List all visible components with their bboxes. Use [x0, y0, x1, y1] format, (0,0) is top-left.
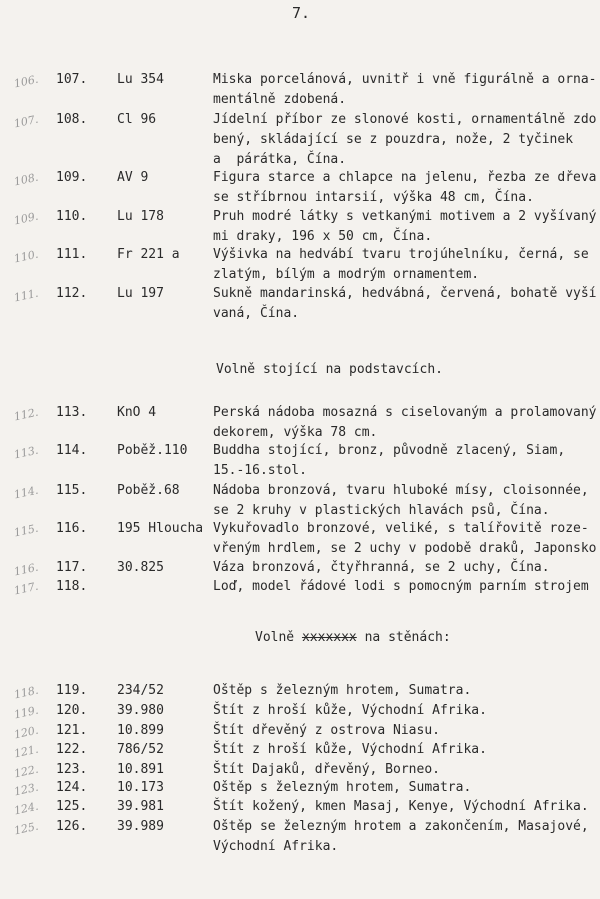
description-line: mi draky, 196 x 50 cm, Čína.: [213, 229, 433, 244]
handwritten-number: 120.: [12, 723, 40, 742]
entry-description: [213, 797, 600, 817]
entry-description: [213, 740, 600, 760]
entry-number: 121.: [56, 723, 88, 738]
inventory-code: Poběž.110: [117, 443, 188, 458]
entry-description: [213, 558, 600, 578]
description-line: Oštěp se železným hrotem a zakončením, Masajové,: [213, 819, 589, 834]
inventory-code: 10.891: [117, 762, 164, 777]
description-line: vřeným hrdlem, se 2 uchy v podobě draků, Japonsko: [213, 541, 597, 556]
entry-number: 116.: [56, 521, 88, 536]
description-line: Nádoba bronzová, tvaru hluboké mísy, cloisonnée,: [213, 483, 589, 498]
inventory-code: Poběž.68: [117, 483, 180, 498]
handwritten-number: 112.: [12, 405, 40, 424]
entry-description: [213, 284, 600, 324]
entry-number: 119.: [56, 683, 88, 698]
inventory-code: Cl 96: [117, 112, 157, 127]
description-line: Miska porcelánová, uvnitř i vně figurálně a orna-: [213, 72, 597, 87]
entry-description: [213, 70, 600, 110]
handwritten-number: 119.: [12, 703, 40, 722]
inventory-code: 10.899: [117, 723, 164, 738]
entry-number: 112.: [56, 286, 88, 301]
heading-struck-word: xxxxxxx: [301, 630, 357, 645]
inventory-code: KnO 4: [117, 405, 157, 420]
entry-number: 117.: [56, 560, 88, 575]
description-line: Výšivka na hedvábí tvaru trojúhelníku, černá, se: [213, 247, 589, 262]
entry-description: [213, 168, 600, 208]
inventory-code: 10.173: [117, 780, 164, 795]
inventory-code: 39.989: [117, 819, 164, 834]
description-line: Perská nádoba mosazná s ciselovaným a prolamovaný: [213, 405, 597, 420]
description-line: Štít z hroší kůže, Východní Afrika.: [213, 742, 487, 757]
description-line: Štít kožený, kmen Masaj, Kenye, Východní Afrika.: [213, 799, 589, 814]
handwritten-number: 121.: [12, 742, 40, 761]
inventory-code: 30.825: [117, 560, 164, 575]
description-line: Štít dřevěný z ostrova Niasu.: [213, 723, 440, 738]
description-line: se 2 kruhy v plastických hlavách psů, Čína.: [213, 503, 550, 518]
entry-description: [213, 577, 600, 597]
inventory-code: 39.980: [117, 703, 164, 718]
inventory-code: 39.981: [117, 799, 164, 814]
description-line: Váza bronzová, čtyřhranná, se 2 uchy, Čína.: [213, 560, 550, 575]
page-number: 7.: [292, 4, 311, 22]
section-heading-freestanding: Volně stojící na podstavcích.: [216, 362, 443, 377]
entry-number: 109.: [56, 170, 88, 185]
entry-description: [213, 245, 600, 285]
entry-number: 113.: [56, 405, 88, 420]
entry-number: 124.: [56, 780, 88, 795]
handwritten-number: 107.: [12, 112, 40, 131]
entry-number: 107.: [56, 72, 88, 87]
entry-number: 115.: [56, 483, 88, 498]
entry-description: [213, 701, 600, 721]
handwritten-number: 123.: [12, 780, 40, 799]
description-line: se stříbrnou intarsií, výška 48 cm, Čína.: [213, 190, 534, 205]
description-line: a párátka, Čína.: [213, 152, 347, 167]
inventory-code: Lu 354: [117, 72, 164, 87]
entry-description: [213, 441, 600, 481]
entry-description: [213, 207, 600, 247]
heading-part-after: na stěnách:: [356, 630, 451, 645]
description-line: zlatým, bílým a modrým ornamentem.: [213, 267, 480, 282]
entry-description: [213, 519, 600, 559]
inventory-code: 234/52: [117, 683, 164, 698]
handwritten-number: 108.: [12, 170, 40, 189]
description-line: Oštěp s železným hrotem, Sumatra.: [213, 780, 472, 795]
handwritten-number: 111.: [12, 286, 40, 305]
description-line: Východní Afrika.: [213, 838, 339, 854]
description-line: mentálně zdobená.: [213, 92, 347, 107]
entry-number: 110.: [56, 209, 88, 224]
entry-description: [213, 817, 600, 856]
inventory-code: Fr 221 a: [117, 247, 180, 262]
entry-number: 122.: [56, 742, 88, 757]
entry-description: [213, 681, 600, 701]
entry-number: 114.: [56, 443, 88, 458]
handwritten-number: 116.: [12, 560, 40, 579]
entry-number: 118.: [56, 579, 88, 594]
entry-number: 108.: [56, 112, 88, 127]
inventory-code: Lu 178: [117, 209, 164, 224]
inventory-code: 786/52: [117, 742, 164, 757]
description-line: Sukně mandarinská, hedvábná, červená, bohatě vyší: [213, 286, 597, 301]
handwritten-number: 122.: [12, 762, 40, 781]
handwritten-number: 106.: [12, 72, 40, 91]
entry-number: 125.: [56, 799, 88, 814]
handwritten-number: 110.: [12, 247, 40, 266]
entry-description: [213, 760, 600, 780]
inventory-code: Lu 197: [117, 286, 164, 301]
section-heading-walls: [255, 630, 451, 645]
handwritten-number: 115.: [12, 521, 40, 540]
entry-description: [213, 403, 600, 443]
description-line: vaná, Čína.: [213, 306, 300, 321]
description-line: Štít Dajaků, dřevěný, Borneo.: [213, 762, 440, 777]
entry-description: [213, 110, 600, 170]
heading-part-before: Volně: [255, 630, 302, 645]
entry-number: 111.: [56, 247, 88, 262]
handwritten-number: 109.: [12, 209, 40, 228]
description-line: Oštěp s železným hrotem, Sumatra.: [213, 683, 472, 698]
entry-description: [213, 481, 600, 521]
handwritten-number: 113.: [12, 443, 40, 462]
description-line: bený, skládající se z pouzdra, nože, 2 tyčinek: [213, 132, 574, 147]
handwritten-number: 117.: [12, 579, 40, 598]
entry-number: 120.: [56, 703, 88, 718]
description-line: Loď, model řádové lodi s pomocným parním strojem: [213, 579, 589, 594]
inventory-code: 195 Hloucha: [117, 521, 204, 536]
handwritten-number: 114.: [12, 483, 40, 502]
inventory-code: AV 9: [117, 170, 149, 185]
description-line: 15.-16.stol.: [213, 463, 307, 478]
handwritten-number: 125.: [12, 819, 40, 838]
entry-number: 126.: [56, 819, 88, 834]
entry-description: [213, 721, 600, 741]
handwritten-number: 118.: [12, 683, 40, 702]
description-line: Jídelní příbor ze slonové kosti, ornamentálně zdo: [213, 112, 597, 127]
description-line: Štít z hroší kůže, Východní Afrika.: [213, 703, 487, 718]
description-line: dekorem, výška 78 cm.: [213, 425, 378, 440]
entry-description: [213, 778, 600, 798]
description-line: Pruh modré látky s vetkanými motivem a 2 vyšívaný: [213, 209, 597, 224]
description-line: Buddha stojící, bronz, původně zlacený, Siam,: [213, 443, 566, 458]
handwritten-number: 124.: [12, 799, 40, 818]
description-line: Figura starce a chlapce na jelenu, řezba ze dřeva: [213, 170, 597, 185]
entry-number: 123.: [56, 762, 88, 777]
description-line: Vykuřovadlo bronzové, veliké, s talířovitě roze-: [213, 521, 589, 536]
